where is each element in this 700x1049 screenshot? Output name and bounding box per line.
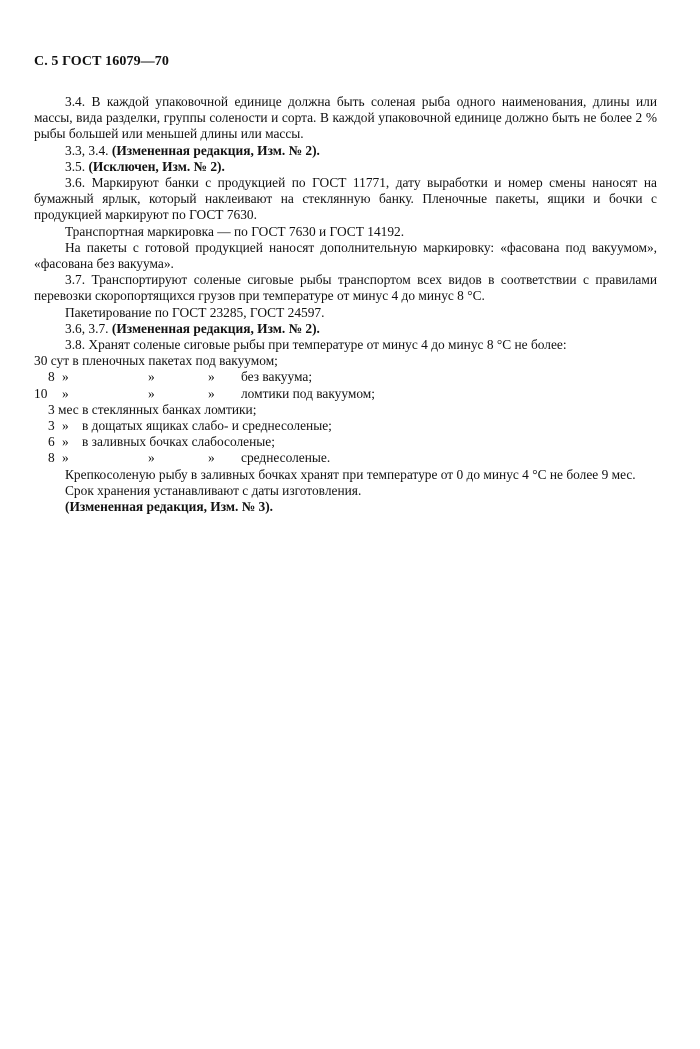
storage-line-6-text: в заливных бочках слабосоленые; bbox=[82, 434, 275, 450]
packs-marking: На пакеты с готовой продукцией наносят дополнительную маркировку: «фасована под вакуумом», «фасована без вакуума». bbox=[34, 239, 657, 272]
storage-list bbox=[34, 353, 657, 466]
storage-line-7-num: 8 bbox=[48, 450, 55, 466]
ditto-mark: » bbox=[62, 450, 69, 466]
storage-line-3-num: 10 bbox=[34, 385, 48, 401]
ditto-mark: » bbox=[148, 450, 155, 466]
storage-line-7-text: среднесоленые. bbox=[241, 450, 331, 466]
transport-marking: Транспортная маркировка — по ГОСТ 7630 и ГОСТ 14192. bbox=[65, 223, 405, 239]
ditto-mark: » bbox=[208, 385, 215, 401]
storage-line-2-text: без вакуума; bbox=[241, 369, 313, 385]
storage-line-4 bbox=[34, 402, 657, 418]
storage-line-1-text: 30 сут в пленочных пакетах под вакуумом; bbox=[34, 353, 278, 369]
storage-line-3-text: ломтики под вакуумом; bbox=[241, 385, 375, 401]
clause-3-7: 3.7. Транспортируют соленые сиговые рыбы транспортом всех видов в соответствии с правилами перевозки скоропортящихся грузов при температуре от минус 4 до минус 8 °С. bbox=[34, 272, 657, 304]
document-body bbox=[34, 94, 657, 515]
clause-3-4: 3.4. В каждой упаковочной единице должна быть соленая рыба одного наименования, длины или массы, вида разделки, группы солености и сорта. В каждой упаковочной единице должно быть не более 2 % рыбы большей или меньшей длины или массы. bbox=[34, 94, 657, 142]
strong-salted-storage: Крепкосоленую рыбу в заливных бочках хранят при температуре от 0 до минус 4 °С не более 9 мес. bbox=[65, 466, 636, 482]
amendment-note-1-text: (Измененная редакция, Изм. № 2). bbox=[111, 142, 320, 158]
clause-3-6: 3.6. Маркируют банки с продукцией по ГОСТ 11771, дату выработки и номер смены наносят на бумажный ярлык, который наклеивают на стеклянную банку. Пленочные пакеты, ящики и бочки с продукцией маркируют по ГОСТ 7630. bbox=[34, 175, 657, 223]
storage-line-6 bbox=[34, 434, 657, 450]
storage-line-6-num: 6 bbox=[48, 434, 55, 450]
shelf-life-note: Срок хранения устанавливают с даты изготовления. bbox=[65, 482, 362, 498]
amendment-note-2-text: (Измененная редакция, Изм. № 2). bbox=[111, 320, 320, 336]
amendment-note-3: (Измененная редакция, Изм. № 3). bbox=[65, 498, 274, 514]
amendment-note-1-prefix: 3.3, 3.4. bbox=[65, 142, 112, 158]
storage-line-7 bbox=[34, 450, 657, 466]
storage-line-4-text: 3 мес в стеклянных банках ломтики; bbox=[48, 401, 257, 417]
ditto-mark: » bbox=[62, 434, 69, 450]
clause-3-5-prefix: 3.5. bbox=[65, 158, 89, 174]
storage-line-1 bbox=[34, 353, 657, 369]
ditto-mark: » bbox=[62, 418, 69, 433]
amendment-note-1 bbox=[34, 143, 657, 159]
ditto-mark: » bbox=[208, 450, 215, 466]
storage-line-5-num: 3 bbox=[48, 418, 55, 433]
ditto-mark: » bbox=[148, 385, 155, 401]
amendment-note-2-prefix: 3.6, 3.7. bbox=[65, 320, 112, 336]
storage-line-2-num: 8 bbox=[48, 369, 55, 385]
page-header: С. 5 ГОСТ 16079—70 bbox=[34, 54, 169, 69]
ditto-mark: » bbox=[208, 369, 215, 385]
ditto-mark: » bbox=[62, 369, 69, 385]
packaging-standard: Пакетирование по ГОСТ 23285, ГОСТ 24597. bbox=[65, 304, 325, 320]
clause-3-8: 3.8. Хранят соленые сиговые рыбы при температуре от минус 4 до минус 8 °С не более: bbox=[65, 337, 567, 353]
storage-line-5 bbox=[34, 418, 657, 434]
clause-3-5-text: (Исключен, Изм. № 2). bbox=[88, 158, 225, 174]
clause-3-5 bbox=[34, 159, 657, 175]
storage-line-3 bbox=[34, 386, 657, 402]
ditto-mark: » bbox=[62, 385, 69, 401]
amendment-note-2 bbox=[34, 321, 657, 337]
storage-line-5-text: в дощатых ящиках слабо- и среднесоленые; bbox=[82, 418, 332, 433]
ditto-mark: » bbox=[148, 369, 155, 385]
storage-line-2 bbox=[34, 369, 657, 385]
